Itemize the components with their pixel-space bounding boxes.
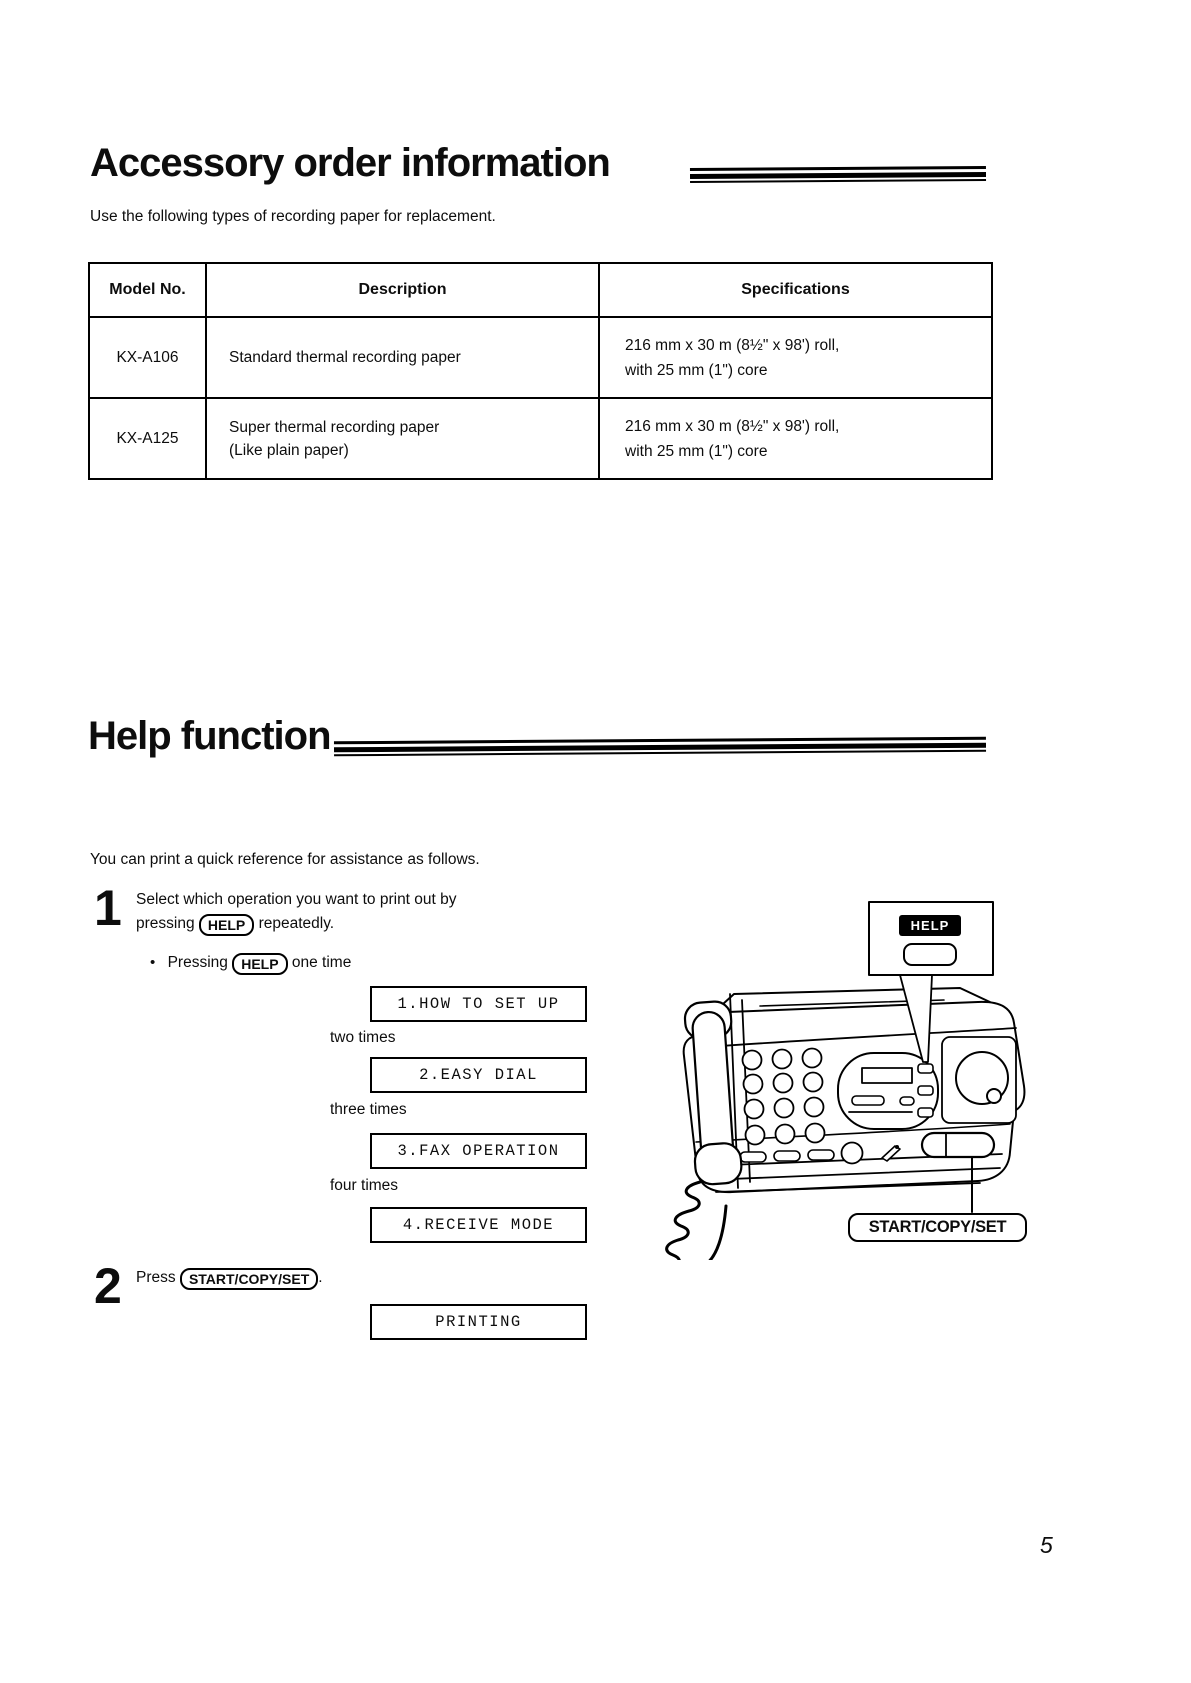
dial-knob xyxy=(942,1037,1016,1123)
help-key-button xyxy=(903,943,957,966)
table-header-row xyxy=(89,263,992,317)
specifications-cell xyxy=(599,317,992,398)
step-1-line2-post: repeatedly. xyxy=(258,915,335,932)
accessory-title-rule xyxy=(690,166,986,183)
bullet-pre: Pressing xyxy=(167,954,228,971)
panel-help-key xyxy=(918,1064,933,1117)
coiled-cord-icon xyxy=(667,1182,726,1260)
lcd-display-printing: PRINTING xyxy=(370,1304,587,1340)
fax-machine-drawing xyxy=(600,890,1080,1260)
accessory-intro: Use the following types of recording paper for replacement. xyxy=(90,208,496,225)
lcd-display-how-to-set-up: 1.HOW TO SET UP xyxy=(370,986,587,1022)
step-2-instruction xyxy=(136,1266,323,1290)
step-2-number: 2 xyxy=(94,1258,122,1314)
spec-line: 216 mm x 30 m (8½" x 98') roll, xyxy=(625,417,840,435)
step-2-pre: Press xyxy=(136,1269,176,1286)
spec-line: 216 mm x 30 m (8½" x 98') roll, xyxy=(625,336,840,354)
times-label-four: four times xyxy=(330,1177,399,1194)
step-1-bullet-line xyxy=(150,951,351,975)
lcd-display-easy-dial: 2.EASY DIAL xyxy=(370,1057,587,1093)
table-row xyxy=(89,317,992,398)
table-row xyxy=(89,398,992,479)
spec-line: with 25 mm (1") core xyxy=(625,361,768,379)
description-cell xyxy=(206,398,599,479)
step-1-number: 1 xyxy=(94,880,122,936)
help-section-title: Help function xyxy=(88,714,331,758)
specifications-cell xyxy=(599,398,992,479)
help-title-rule xyxy=(334,737,986,757)
help-keycap: HELP xyxy=(199,914,254,936)
model-no-cell: KX-A106 xyxy=(89,317,206,398)
accessory-section-title: Accessory order information xyxy=(90,141,610,185)
col-header-specifications: Specifications xyxy=(599,263,992,317)
col-header-description: Description xyxy=(206,263,599,317)
page-number: 5 xyxy=(1040,1532,1053,1558)
help-keycap: HELP xyxy=(232,953,287,975)
help-badge: HELP xyxy=(899,915,961,936)
start-copy-set-label: START/COPY/SET xyxy=(848,1213,1027,1242)
recording-paper-table xyxy=(88,262,993,480)
step-1-line2-pre: pressing xyxy=(136,915,195,932)
step-1-instruction xyxy=(136,888,457,936)
description-cell xyxy=(206,317,599,398)
description-line: Super thermal recording paper xyxy=(229,418,440,436)
lcd-display-fax-operation: 3.FAX OPERATION xyxy=(370,1133,587,1169)
bullet-icon: • xyxy=(150,954,156,971)
description-line: Standard thermal recording paper xyxy=(229,349,461,366)
start-copy-set-keycap: START/COPY/SET xyxy=(180,1268,318,1290)
step-1-line1: Select which operation you want to print out by xyxy=(136,891,457,908)
step-2-post: . xyxy=(318,1269,323,1286)
lcd-display-receive-mode: 4.RECEIVE MODE xyxy=(370,1207,587,1243)
times-label-two: two times xyxy=(330,1029,396,1046)
help-intro: You can print a quick reference for assistance as follows. xyxy=(90,851,480,868)
model-no-cell: KX-A125 xyxy=(89,398,206,479)
spec-line: with 25 mm (1") core xyxy=(625,442,768,460)
start-button xyxy=(922,1133,994,1157)
fax-machine-diagram xyxy=(600,890,1080,1260)
col-header-model: Model No. xyxy=(89,263,206,317)
times-label-three: three times xyxy=(330,1101,407,1118)
description-line: (Like plain paper) xyxy=(229,441,349,459)
bullet-post: one time xyxy=(291,954,352,971)
